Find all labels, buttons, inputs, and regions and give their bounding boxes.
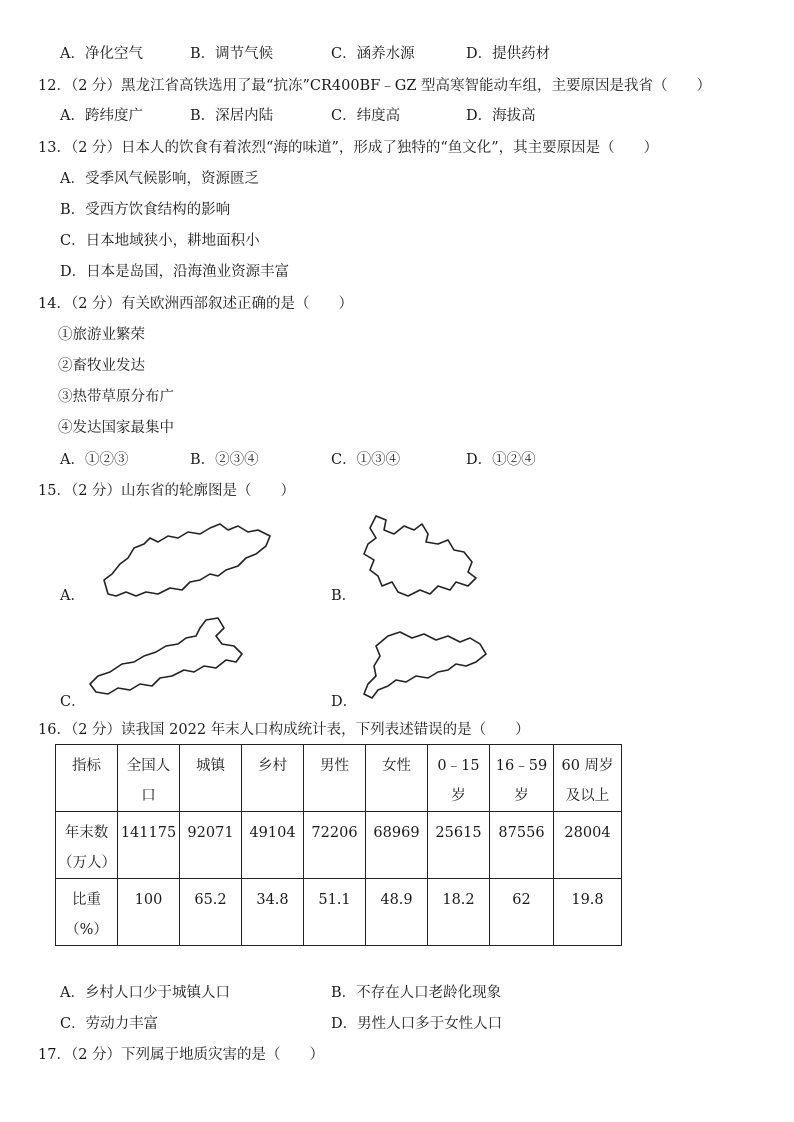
table-header-cell: 乡村 — [242, 745, 304, 812]
table-header-cell: 0﹣15 岁 — [428, 745, 490, 812]
table-cell: 100 — [118, 879, 180, 946]
table-cell: 62 — [490, 879, 554, 946]
table-cell: 92071 — [180, 812, 242, 879]
shandong-outline-shape — [98, 518, 278, 600]
q14-option-c: C．①③④ — [331, 452, 401, 468]
q14-option-b: B．②③④ — [190, 452, 259, 468]
table-cell: 18.2 — [428, 879, 490, 946]
table-header-row — [56, 745, 622, 812]
q11-option-c: C．涵养水源 — [331, 46, 415, 62]
q16-option-d: D．男性人口多于女性人口 — [331, 1016, 503, 1032]
guangdong-outline-shape — [358, 628, 490, 704]
table-header-cell: 男性 — [304, 745, 366, 812]
q12-stem: 12．（2 分）黑龙江省高铁选用了最“抗冻”CR400BF﹣GZ 型高寒智能动车组，主要原因是我省（ ） — [38, 78, 712, 94]
table-cell: 141175 — [118, 812, 180, 879]
table-cell: 48.9 — [366, 879, 428, 946]
q11-option-a: A．净化空气 — [60, 46, 143, 62]
table-header-cell: 16﹣59 岁 — [490, 745, 554, 812]
table-cell: 34.8 — [242, 879, 304, 946]
q17-stem: 17．（2 分）下列属于地质灾害的是（ ） — [38, 1047, 325, 1063]
table-cell: 65.2 — [180, 879, 242, 946]
table-row-label: 年末数（万人） — [56, 812, 118, 879]
table-row — [56, 812, 622, 879]
table-cell: 49104 — [242, 812, 304, 879]
q16-option-c: C．劳动力丰富 — [60, 1016, 159, 1032]
q14-option-a: A．①②③ — [60, 452, 129, 468]
q16-option-a: A．乡村人口少于城镇人口 — [60, 985, 230, 1001]
gansu-outline-shape — [86, 614, 256, 706]
population-table — [55, 744, 622, 946]
table-header-cell: 指标 — [56, 745, 118, 812]
q14-statement-4: ④发达国家最集中 — [58, 420, 174, 436]
q11-option-d: D．提供药材 — [466, 46, 551, 62]
q13-stem: 13．（2 分）日本人的饮食有着浓烈“海的味道”，形成了独特的“鱼文化”，其主要原因是（ ） — [38, 140, 659, 156]
q14-stem: 14．（2 分）有关欧洲西部叙述正确的是（ ） — [38, 296, 354, 312]
q12-option-d: D．海拔高 — [466, 108, 536, 124]
table-cell: 72206 — [304, 812, 366, 879]
q14-option-d: D．①②④ — [466, 452, 536, 468]
q15-option-b-label: B． — [331, 588, 357, 604]
table-cell: 25615 — [428, 812, 490, 879]
table-cell: 68969 — [366, 812, 428, 879]
table-header-cell: 全国人口 — [118, 745, 180, 812]
q12-option-c: C．纬度高 — [331, 108, 401, 124]
q16-stem: 16．（2 分）读我国 2022 年末人口构成统计表，下列表述错误的是（ ） — [38, 722, 530, 738]
q12-option-a: A．跨纬度广 — [60, 108, 143, 124]
table-cell: 87556 — [490, 812, 554, 879]
q13-option-c: C．日本地域狭小，耕地面积小 — [60, 233, 260, 249]
q15-option-c-label: C． — [60, 694, 86, 710]
q14-statement-1: ①旅游业繁荣 — [58, 327, 145, 343]
q12-option-b: B．深居内陆 — [190, 108, 274, 124]
table-cell: 19.8 — [554, 879, 622, 946]
q13-option-b: B．受西方饮食结构的影响 — [60, 202, 231, 218]
table-header-cell: 60 周岁及以上 — [554, 745, 622, 812]
yunnan-outline-shape — [356, 512, 486, 602]
table-cell: 28004 — [554, 812, 622, 879]
q13-option-d: D．日本是岛国，沿海渔业资源丰富 — [60, 264, 290, 280]
q14-statement-2: ②畜牧业发达 — [58, 358, 145, 374]
table-row-label: 比重（%） — [56, 879, 118, 946]
q15-stem: 15．（2 分）山东省的轮廓图是（ ） — [38, 483, 296, 499]
table-header-cell: 女性 — [366, 745, 428, 812]
q11-option-b: B．调节气候 — [190, 46, 274, 62]
table-header-cell: 城镇 — [180, 745, 242, 812]
table-cell: 51.1 — [304, 879, 366, 946]
q13-option-a: A．受季风气候影响，资源匮乏 — [60, 171, 259, 187]
q14-statement-3: ③热带草原分布广 — [58, 389, 174, 405]
q15-option-a-label: A． — [60, 588, 85, 604]
table-row — [56, 879, 622, 946]
q16-option-b: B．不存在人口老龄化现象 — [331, 985, 502, 1001]
q15-option-d-label: D． — [331, 694, 358, 710]
